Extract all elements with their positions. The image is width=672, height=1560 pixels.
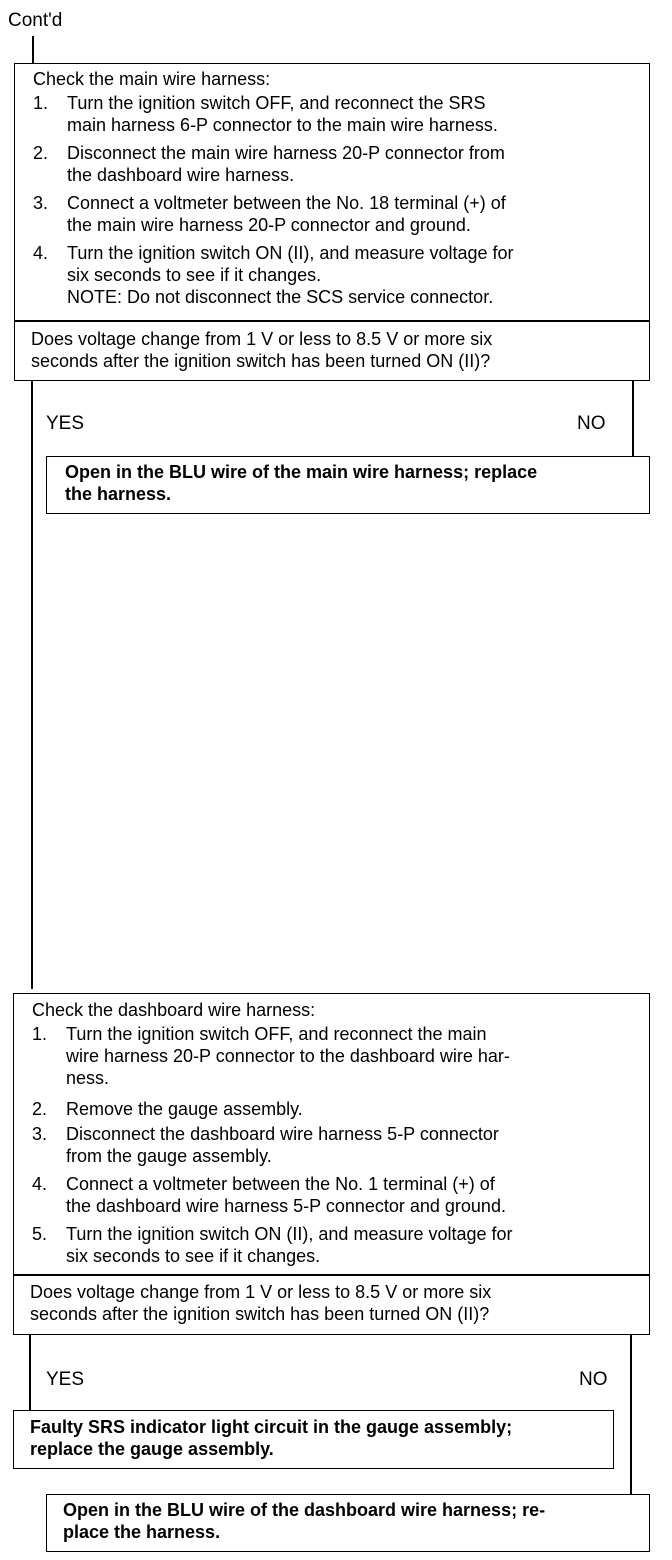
yes2-line (29, 1335, 31, 1411)
check-main-harness-box: Check the main wire harness: 1. Turn the ignition switch OFF, and reconnect the SRS main harness 6-P connector to the main wire harness. 2. Disconnect the main wire harness 20-P connector from the dashboard wire harness. 3. Connect a voltmeter between the No. 18 terminal (+) of the main wire harness 20-P connector and ground. 4. Turn the ignition switch ON (II), and measure voltage for six seconds to see if it changes. NOTE: Do not disconnect the SCS service connector. Does voltage change from 1 V or less to 8.5 V or more six seconds after the ignition switch has been turned ON (II)? (14, 63, 650, 381)
contd-label: Cont'd (8, 10, 63, 31)
no2-label: NO (579, 1369, 608, 1390)
check1-title: Check the main wire harness: (33, 69, 271, 89)
no1-line (632, 381, 634, 457)
check-dashboard-harness-box: Check the dashboard wire harness: 1. Turn the ignition switch OFF, and reconnect the main wire harness 20-P connector to the dashboard wire har- ness. 2. Remove the gauge assembly. 3. Disconnect the dashboard wire harness 5-P connector from the gauge assembly. 4. Connect a voltmeter between the No. 1 terminal (+) of the dashboard wire harness 5-P connector and ground. 5. Turn the ignition switch ON (II), and measure voltage for six seconds to see if it changes. Does voltage change from 1 V or less to 8.5 V or more six seconds after the ignition switch has been turned ON (II)? (13, 993, 650, 1335)
result-gauge-faulty-box (13, 1410, 614, 1469)
yes1-line (31, 381, 33, 989)
check1-divider (15, 320, 649, 322)
yes1-label: YES (46, 413, 85, 434)
check2-question: Does voltage change from 1 V or less to 8.5 V or more six seconds after the ignition switch has been turned ON (II)? (30, 1282, 492, 1324)
check1-note: NOTE: Do not disconnect the SCS service connector. (67, 287, 494, 307)
result1-text: Open in the BLU wire of the main wire harness; replace the harness. (65, 462, 538, 504)
result2-yes-text: Faulty SRS indicator light circuit in the gauge assembly; replace the gauge assembly. (30, 1417, 513, 1459)
yes2-label: YES (46, 1369, 85, 1390)
check2-title: Check the dashboard wire harness: (32, 1000, 316, 1020)
result2-no-text: Open in the BLU wire of the dashboard wire harness; re- place the harness. (63, 1500, 546, 1542)
no2-line (630, 1335, 632, 1495)
result-dashboard-harness-open-box (46, 1494, 650, 1552)
connector-top (32, 36, 34, 64)
result-main-harness-open-box (46, 456, 650, 514)
check1-question: Does voltage change from 1 V or less to 8.5 V or more six seconds after the ignition switch has been turned ON (II)? (31, 329, 493, 371)
check2-divider (14, 1274, 649, 1276)
no1-label: NO (577, 413, 606, 434)
